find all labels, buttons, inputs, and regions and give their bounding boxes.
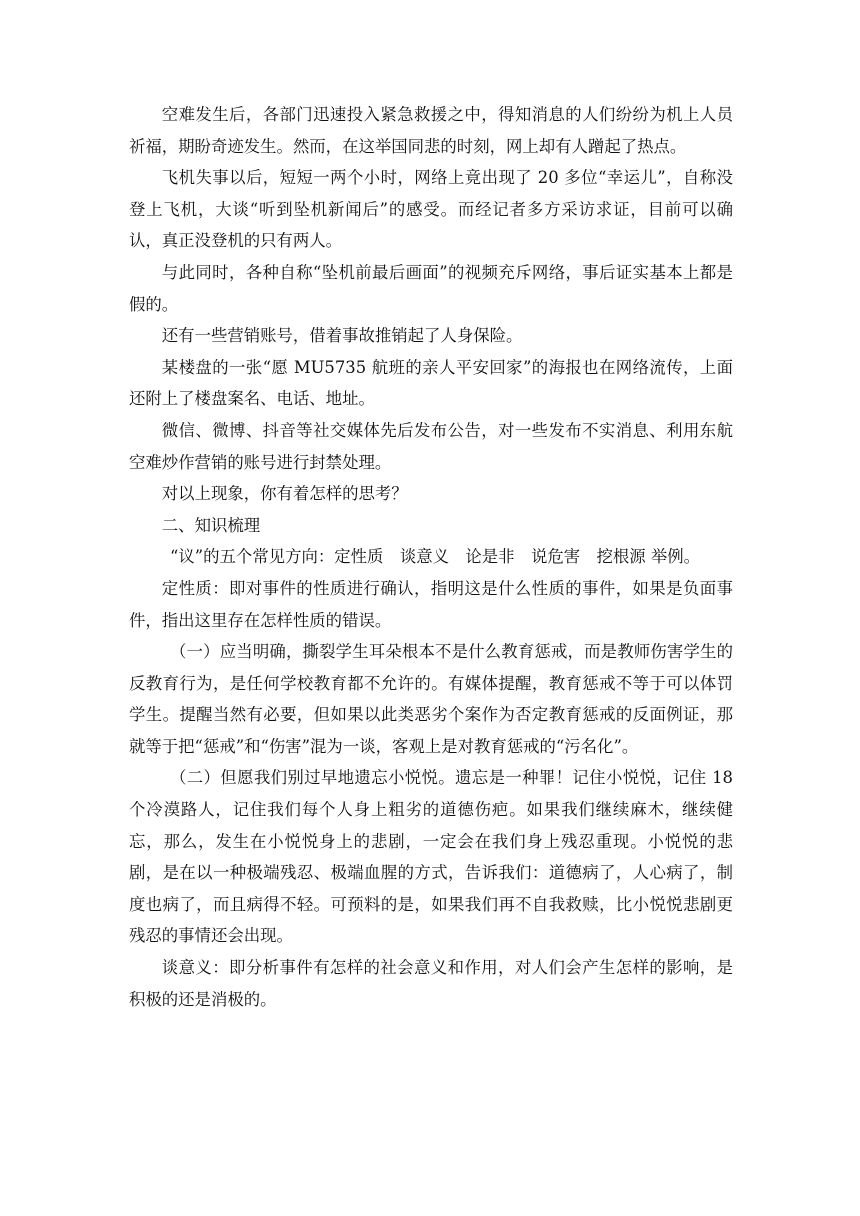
- paragraph-insurance-marketing: 还有一些营销账号，借着事故推销起了人身保险。: [161, 326, 523, 346]
- paragraph-social-media-ban: 微信、微博、抖音等社交媒体先后发布公告，对一些发布不实消息、利用东航空难炒作营销的账号进行封禁处理。: [129, 420, 733, 472]
- paragraph-question: 对以上现象，你有着怎样的思考？: [161, 484, 408, 504]
- paragraph-example-one: （一）应当明确，撕裂学生耳朵根本不是什么教育惩戒，而是教师伤害学生的反教育行为，是任何学校教育都不允许的。有媒体提醒，教育惩戒不等于可以体罚学生。提醒当然有必要，但如果以此类恶劣个案作为否定教育惩戒的反面例证，那就等于把“惩戒”和“伤害”混为一谈，客观上是对教育惩戒的“污名化”。: [129, 642, 733, 756]
- paragraph-discuss-meaning: 谈意义：即分析事件有怎样的社会意义和作用，对人们会产生怎样的影响，是积极的还是消极的。: [129, 958, 733, 1009]
- paragraph-real-estate-poster: 某楼盘的一张“愿 MU5735 航班的亲人平安回家”的海报也在网络流传，上面还附上了楼盘案名、电话、地址。: [129, 357, 733, 409]
- section-heading-knowledge: 二、知识梳理: [161, 515, 261, 535]
- paragraph-example-two: （二）但愿我们别过早地遗忘小悦悦。遗忘是一种罪！记住小悦悦，记住 18 个冷漠路人，记住我们每个人身上粗劣的道德伤疤。如果我们继续麻木，继续健忘，那么，发生在小悦悦身上的悲剧，一定会在我们身上残忍重现。小悦悦的悲剧，是在以一种极端残忍、极端血腥的方式，告诉我们：道德病了，人心病了，制度也病了，而且病得不轻。可预料的是，如果我们再不自我救赎，比小悦悦悲剧更残忍的事情还会出现。: [129, 768, 733, 946]
- paragraph-rescue-blessing: 空难发生后，各部门迅速投入紧急救援之中，得知消息的人们纷纷为机上人员祈福，期盼奇迹发生。然而，在这举国同悲的时刻，网上却有人蹭起了热点。: [129, 105, 733, 156]
- paragraph-fake-videos: 与此同时，各种自称“坠机前最后画面”的视频充斥网络，事后证实基本上都是假的。: [129, 262, 733, 314]
- paragraph-fake-survivors: 飞机失事以后，短短一两个小时，网络上竟出现了 20 多位“幸运儿”，自称没登上飞机，大谈“听到坠机新闻后”的感受。而经记者多方采访求证，目前可以确认，真正没登机的只有两人。: [129, 168, 733, 251]
- paragraph-define-nature: 定性质：即对事件的性质进行确认，指明这是什么性质的事件，如果是负面事件，指出这里存在怎样性质的错误。: [129, 578, 733, 630]
- document-body: [129, 99, 733, 1015]
- paragraph-five-directions: “议”的五个常见方向：定性质 谈意义 论是非 说危害 挖根源 举例。: [170, 547, 701, 567]
